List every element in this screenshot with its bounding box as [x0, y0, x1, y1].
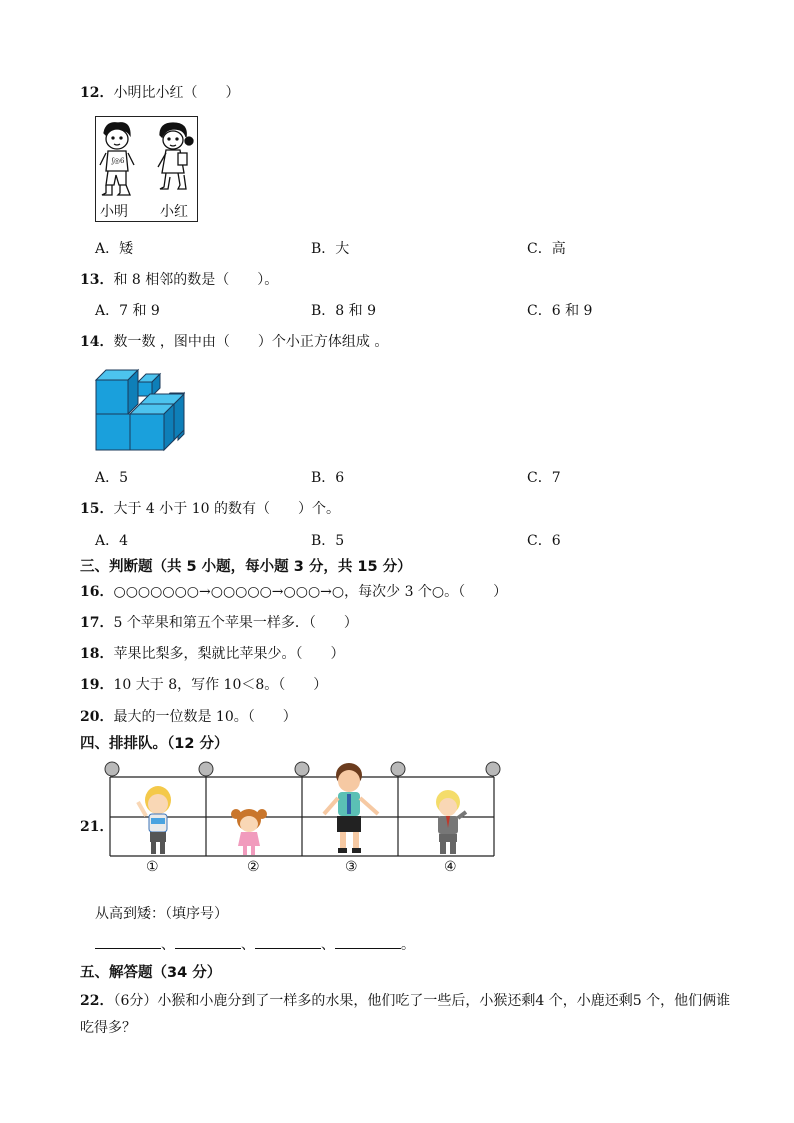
- q17-number: 17．: [80, 615, 114, 631]
- child-4-figure: [436, 790, 466, 854]
- q15-option-b: B．5: [311, 533, 345, 549]
- q12-stem-line: [80, 82, 239, 102]
- q19-line: [80, 674, 327, 694]
- q16-number: 16．: [80, 584, 114, 600]
- child-label-2: ②: [247, 859, 260, 875]
- q16-text: ○○○○○○○→○○○○○→○○○→○，每次少 3 个○。（ ）: [113, 584, 508, 600]
- q12-number: 12．: [80, 85, 114, 101]
- q14-option-c: C．7: [527, 470, 561, 486]
- q20-line: [80, 706, 297, 726]
- q14-cubes-figure: [94, 368, 194, 454]
- child-2-figure: [231, 809, 267, 855]
- q21-prompt: 从高到矮：（填序号）: [95, 906, 228, 922]
- q22-text: （6分）小猴和小鹿分到了一样多的水果，他们吃了一些后，小猴还剩4 个，小鹿还剩5 个，他们俩谁吃得多？: [80, 993, 731, 1036]
- girl-figure: [158, 123, 193, 189]
- q12-label-xiaohong: 小红: [160, 204, 188, 220]
- q18-line: [80, 643, 344, 663]
- q12-label-xiaoming: 小明: [100, 204, 128, 220]
- q21-number: 21．: [80, 819, 114, 835]
- child-label-3: ③: [345, 859, 358, 875]
- q19-text: 10 大于 8，写作 10＜8。（ ）: [113, 677, 328, 693]
- q12-option-b: B．大: [311, 241, 350, 257]
- child-label-4: ④: [444, 859, 457, 875]
- separator-2: 、: [241, 937, 255, 953]
- answer-blank-1[interactable]: [95, 936, 161, 949]
- q13-stem-line: [80, 269, 278, 289]
- q15-stem: 大于 4 小于 10 的数有（ ）个。: [113, 501, 341, 517]
- q18-number: 18．: [80, 646, 114, 662]
- q17-line: [80, 612, 358, 632]
- q20-text: 最大的一位数是 10。（ ）: [113, 709, 297, 725]
- answer-blank-4[interactable]: [335, 936, 401, 949]
- q13-option-b: B．8 和 9: [311, 303, 377, 319]
- q22-number: 22．: [80, 993, 114, 1009]
- answer-blank-2[interactable]: [175, 936, 241, 949]
- q12-option-a: A．矮: [95, 241, 134, 257]
- separator-1: 、: [161, 937, 175, 953]
- q15-stem-line: [80, 498, 340, 518]
- q15-number: 15．: [80, 501, 114, 517]
- q20-number: 20．: [80, 709, 114, 725]
- svg-text:ʃ◎6: ʃ◎6: [112, 157, 125, 165]
- q14-option-a: A．5: [95, 470, 129, 486]
- section4-title: 四、排排队。（12 分）: [80, 736, 229, 752]
- child-1-figure: [138, 786, 171, 854]
- separator-4: 。: [401, 937, 415, 953]
- q22-block: [80, 988, 740, 1042]
- q21-height-chart: [102, 758, 502, 878]
- q15-option-c: C．6: [527, 533, 561, 549]
- q13-option-c: C．6 和 9: [527, 303, 593, 319]
- boy-figure: [100, 123, 134, 195]
- separator-3: 、: [321, 937, 335, 953]
- q12-stem: 小明比小红（ ）: [113, 85, 240, 101]
- q19-number: 19．: [80, 677, 114, 693]
- q21-answer-blanks: [95, 934, 415, 954]
- section5-title: 五、解答题（34 分）: [80, 965, 222, 981]
- q12-option-c: C．高: [527, 241, 566, 257]
- q12-figure: [95, 116, 198, 222]
- q14-number: 14．: [80, 334, 114, 350]
- section3-title: 三、判断题（共 5 小题，每小题 3 分，共 15 分）: [80, 559, 412, 575]
- q13-number: 13．: [80, 272, 114, 288]
- q14-stem: 数一数 ，图中由（ ）个小正方体组成 。: [113, 334, 389, 350]
- child-label-1: ①: [146, 859, 159, 875]
- q16-line: [80, 581, 507, 601]
- answer-blank-3[interactable]: [255, 936, 321, 949]
- q15-option-a: A．4: [95, 533, 129, 549]
- q17-text: 5 个苹果和第五个苹果一样多．（ ）: [113, 615, 358, 631]
- pole-heads: [105, 762, 500, 776]
- q18-text: 苹果比梨多，梨就比苹果少。（ ）: [113, 646, 345, 662]
- q14-stem-line: [80, 331, 388, 351]
- q14-option-b: B．6: [311, 470, 345, 486]
- q13-stem: 和 8 相邻的数是（ ）。: [113, 272, 279, 288]
- q12-children-drawing: [96, 119, 196, 199]
- q13-option-a: A．7 和 9: [95, 303, 160, 319]
